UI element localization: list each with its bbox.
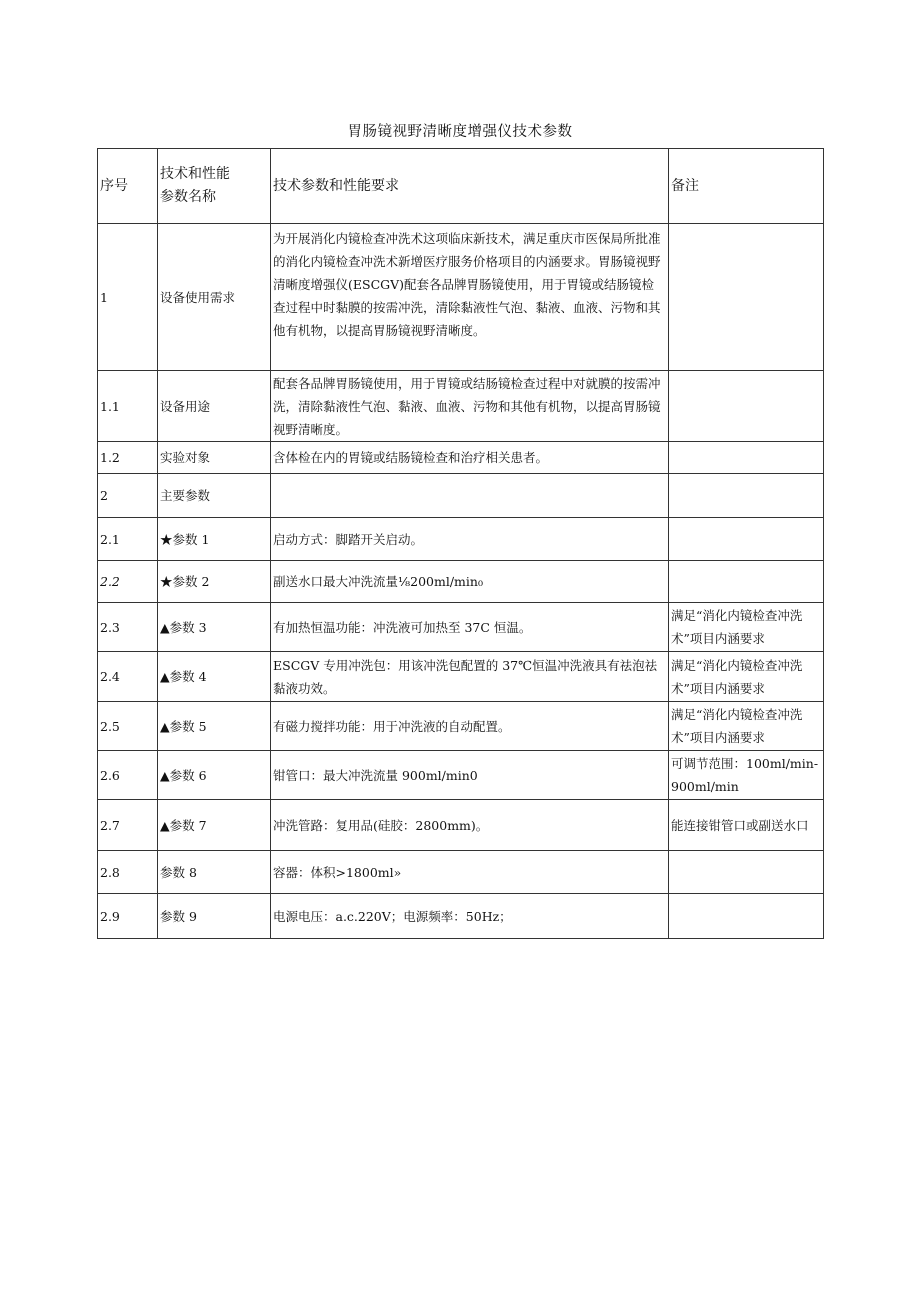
row-no: 2.2	[98, 561, 158, 603]
row-requirement: ESCGV 专用冲洗包：用该冲洗包配置的 37℃恒温冲洗液具有祛泡祛黏液功效。	[271, 652, 669, 702]
row-name: ▲参数 3	[158, 603, 271, 652]
row-requirement: 有加热恒温功能：冲洗液可加热至 37C 恒温。	[271, 603, 669, 652]
row-note	[669, 371, 824, 442]
table-row	[98, 894, 824, 939]
row-name: 参数 8	[158, 851, 271, 894]
row-no: 2.1	[98, 518, 158, 561]
row-no: 2.4	[98, 652, 158, 702]
row-name: 主要参数	[158, 474, 271, 518]
row-no: 2.9	[98, 894, 158, 939]
row-name: 设备使用需求	[158, 224, 271, 371]
row-name: ▲参数 6	[158, 751, 271, 800]
row-note: 满足“消化内镜检查冲洗术”项目内涵要求	[669, 702, 824, 751]
row-note: 能连接钳管口或副送水口	[669, 800, 824, 851]
row-note	[669, 474, 824, 518]
table-row	[98, 702, 824, 751]
header-name	[158, 149, 271, 224]
header-name-line1: 技术和性能	[160, 166, 230, 182]
row-note: 满足“消化内镜检查冲洗术”项目内涵要求	[669, 652, 824, 702]
row-name: ▲参数 7	[158, 800, 271, 851]
row-no: 2.6	[98, 751, 158, 800]
row-requirement: 启动方式：脚踏开关启动。	[271, 518, 669, 561]
row-note	[669, 851, 824, 894]
row-no: 2.5	[98, 702, 158, 751]
table-row	[98, 800, 824, 851]
row-requirement: 含体检在内的胃镜或结肠镜检查和治疗相关患者。	[271, 442, 669, 474]
row-note	[669, 518, 824, 561]
header-note: 备注	[669, 149, 824, 224]
table-row	[98, 474, 824, 518]
table-row	[98, 652, 824, 702]
row-no: 2.3	[98, 603, 158, 652]
row-requirement	[271, 474, 669, 518]
header-no: 序号	[98, 149, 158, 224]
table-header-row	[98, 149, 824, 224]
table-row	[98, 603, 824, 652]
row-note	[669, 442, 824, 474]
row-no: 2.8	[98, 851, 158, 894]
row-requirement: 配套各品牌胃肠镜使用，用于胃镜或结肠镜检查过程中对就膜的按需冲洗，清除黏液性气泡、黏液、血液、污物和其他有机物，以提高胃肠镜视野清晰度。	[271, 371, 669, 442]
row-no: 1	[98, 224, 158, 371]
row-note: 满足“消化内镜检查冲洗术”项目内涵要求	[669, 603, 824, 652]
table-row	[98, 751, 824, 800]
table-row	[98, 442, 824, 474]
row-note	[669, 561, 824, 603]
row-name: ▲参数 4	[158, 652, 271, 702]
row-name: ★参数 1	[158, 518, 271, 561]
row-requirement: 副送水口最大冲洗流量⅛200ml∕min₀	[271, 561, 669, 603]
row-requirement: 钳管口：最大冲洗流量 900ml∕min0	[271, 751, 669, 800]
row-no: 1.2	[98, 442, 158, 474]
row-no: 2.7	[98, 800, 158, 851]
row-requirement: 为开展消化内镜检查冲洗术这项临床新技术，满足重庆市医保局所批准的消化内镜检查冲洗术新增医疗服务价格项目的内涵要求。胃肠镜视野清晰度增强仪(ESCGV)配套各品牌胃肠镜使用，用于胃镜或结肠镜检查过程中时黏膜的按需冲洗，清除黏液性气泡、黏液、血液、污物和其他有机物，以提高胃肠镜视野清晰度。	[271, 224, 669, 371]
row-name: ★参数 2	[158, 561, 271, 603]
row-no: 1.1	[98, 371, 158, 442]
row-name: ▲参数 5	[158, 702, 271, 751]
row-note	[669, 224, 824, 371]
row-no: 2	[98, 474, 158, 518]
table-row	[98, 561, 824, 603]
table-row	[98, 371, 824, 442]
header-requirement: 技术参数和性能要求	[271, 149, 669, 224]
row-requirement: 电源电压：a.c.220V；电源频率：50Hz；	[271, 894, 669, 939]
table-row	[98, 518, 824, 561]
row-name: 参数 9	[158, 894, 271, 939]
header-name-line2: 参数名称	[160, 189, 216, 205]
row-note: 可调节范围：100ml∕min-900ml∕min	[669, 751, 824, 800]
row-name: 实验对象	[158, 442, 271, 474]
spec-table	[97, 148, 824, 939]
row-requirement: 冲洗管路：复用品(硅胶：2800mm)。	[271, 800, 669, 851]
row-requirement: 有磁力搅拌功能：用于冲洗液的自动配置。	[271, 702, 669, 751]
table-row	[98, 224, 824, 371]
row-note	[669, 894, 824, 939]
row-name: 设备用途	[158, 371, 271, 442]
table-row	[98, 851, 824, 894]
document-title: 胃肠镜视野清晰度增强仪技术参数	[347, 124, 573, 140]
row-requirement: 容器：体积>1800ml»	[271, 851, 669, 894]
